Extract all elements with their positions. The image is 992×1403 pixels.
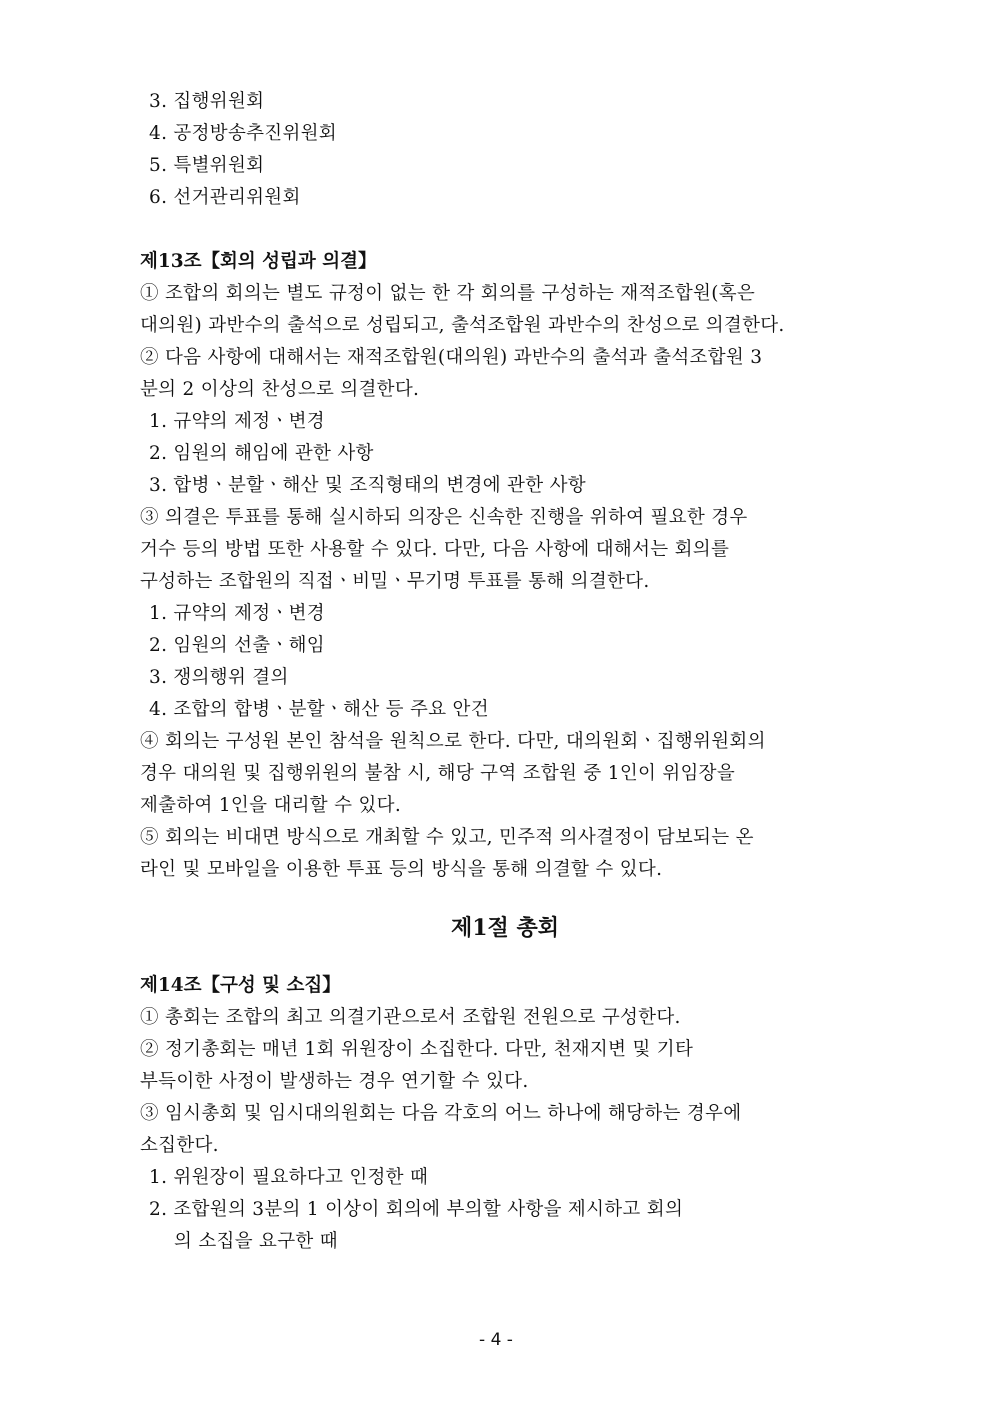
list-item-continuation: 의 소집을 요구한 때: [174, 1231, 338, 1252]
document-page: [140, 86, 870, 1258]
list-item: 3. 합병ㆍ분할ㆍ해산 및 조직형태의 변경에 관한 사항: [149, 475, 586, 496]
paragraph-line: 경우 대의원 및 집행위원의 불참 시, 해당 구역 조합원 중 1인이 위임장을: [140, 763, 736, 784]
paragraph-line: ③ 의결은 투표를 통해 실시하되 의장은 신속한 진행을 위하여 필요한 경우: [140, 507, 748, 528]
paragraph-line: 분의 2 이상의 찬성으로 의결한다.: [140, 379, 420, 400]
list-item: 3. 쟁의행위 결의: [149, 667, 289, 688]
list-item: 2. 조합원의 3분의 1 이상이 회의에 부의할 사항을 제시하고 회의: [149, 1199, 684, 1220]
page-number: - 4 -: [479, 1330, 513, 1350]
paragraph-line: ③ 임시총회 및 임시대의원회는 다음 각호의 어느 하나에 해당하는 경우에: [140, 1103, 742, 1124]
list-item: 1. 규약의 제정ㆍ변경: [149, 603, 325, 624]
paragraph-line: 소집한다.: [140, 1135, 219, 1156]
list-item: 3. 집행위원회: [149, 91, 265, 112]
list-item: 5. 특별위원회: [149, 155, 265, 176]
list-item: 4. 조합의 합병ㆍ분할ㆍ해산 등 주요 안건: [149, 699, 489, 720]
paragraph-line: 라인 및 모바일을 이용한 투표 등의 방식을 통해 의결할 수 있다.: [140, 859, 663, 880]
list-item: 1. 규약의 제정ㆍ변경: [149, 411, 325, 432]
paragraph-line: 부득이한 사정이 발생하는 경우 연기할 수 있다.: [140, 1071, 529, 1092]
article-13: [140, 246, 870, 886]
paragraph-line: ② 다음 사항에 대해서는 재적조합원(대의원) 과반수의 출석과 출석조합원 3: [140, 347, 763, 368]
paragraph-line: ② 정기총회는 매년 1회 위원장이 소집한다. 다만, 천재지변 및 기타: [140, 1039, 694, 1060]
paragraph-line: 제출하여 1인을 대리할 수 있다.: [140, 795, 402, 816]
list-item: 4. 공정방송추진위원회: [149, 123, 337, 144]
article-heading: 제14조【구성 및 소집】: [140, 975, 341, 996]
article-heading: 제13조【회의 성립과 의결】: [140, 251, 377, 272]
paragraph-line: ① 조합의 회의는 별도 규정이 없는 한 각 회의를 구성하는 재적조합원(혹은: [140, 283, 756, 304]
section-title: 제1절 총회: [451, 915, 559, 941]
paragraph-line: ⑤ 회의는 비대면 방식으로 개최할 수 있고, 민주적 의사결정이 담보되는 온: [140, 827, 754, 848]
article-14: [140, 970, 870, 1258]
list-item: 2. 임원의 해임에 관한 사항: [149, 443, 374, 464]
list-item: 2. 임원의 선출ㆍ해임: [149, 635, 325, 656]
paragraph-line: 대의원) 과반수의 출석으로 성립되고, 출석조합원 과반수의 찬성으로 의결한다.: [140, 315, 785, 336]
paragraph-line: ④ 회의는 구성원 본인 참석을 원칙으로 한다. 다만, 대의원회ㆍ집행위원회의: [140, 731, 766, 752]
paragraph-line: ① 총회는 조합의 최고 의결기관으로서 조합원 전원으로 구성한다.: [140, 1007, 681, 1028]
paragraph-line: 구성하는 조합원의 직접ㆍ비밀ㆍ무기명 투표를 통해 의결한다.: [140, 571, 650, 592]
paragraph-line: 거수 등의 방법 또한 사용할 수 있다. 다만, 다음 사항에 대해서는 회의를: [140, 539, 730, 560]
committee-list: [140, 86, 870, 214]
list-item: 1. 위원장이 필요하다고 인정한 때: [149, 1167, 429, 1188]
list-item: 6. 선거관리위원회: [149, 187, 301, 208]
